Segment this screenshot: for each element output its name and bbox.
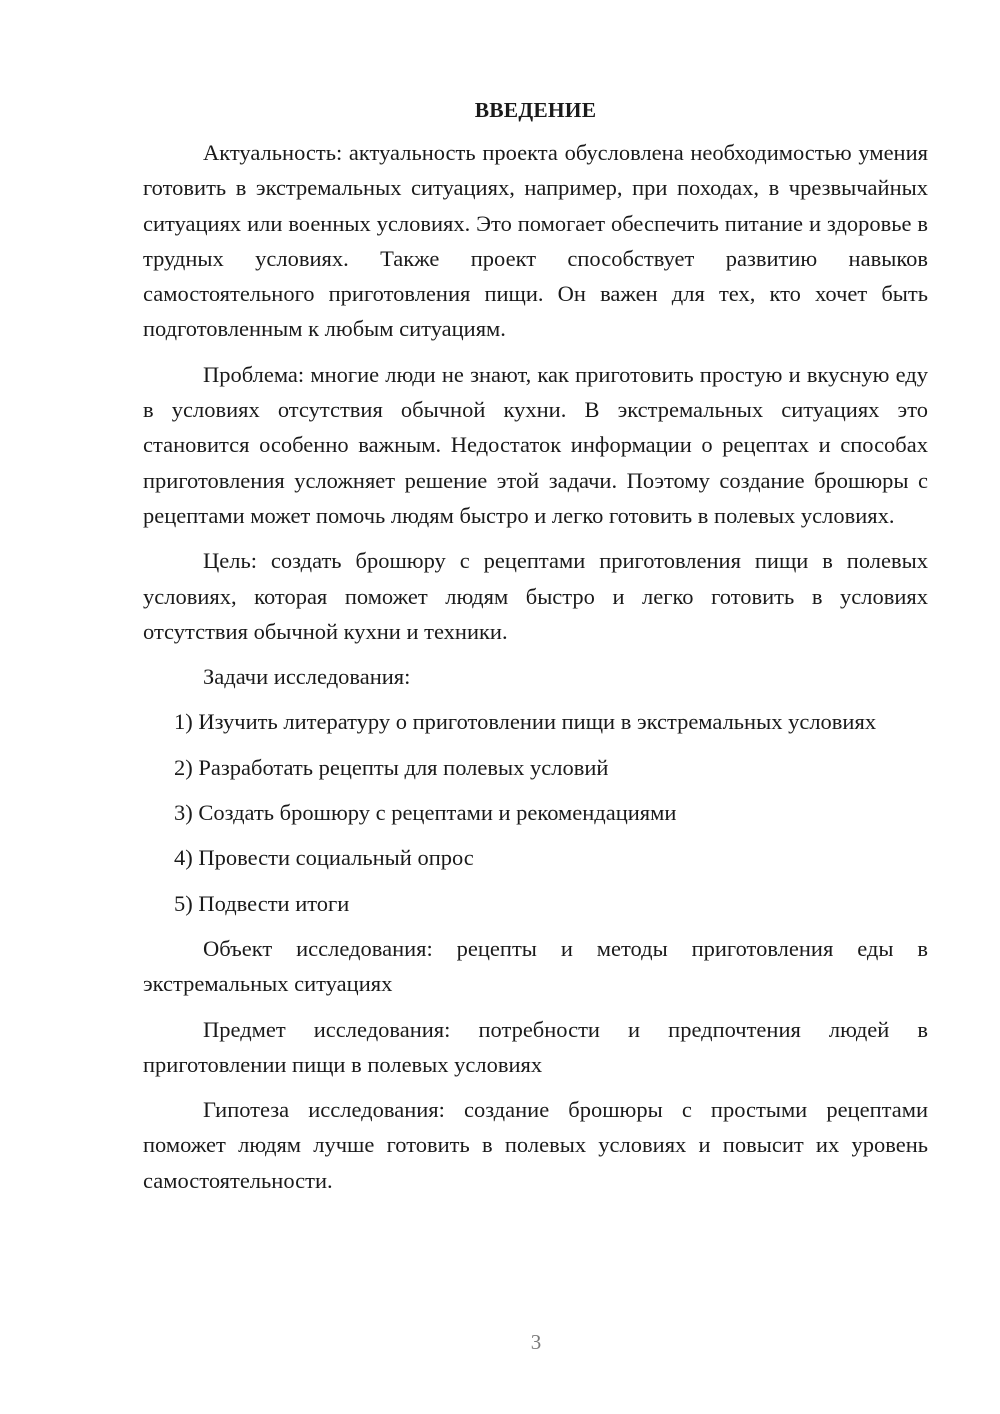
task-item-5: 5) Подвести итоги [174,890,350,916]
tasks-heading: Задачи исследования: [203,664,411,690]
task-item-2: 2) Разработать рецепты для полевых условий [174,754,609,780]
hypothesis-paragraph: Гипотеза исследования: создание брошюры с простыми рецептами поможет людям лучше готовить в полевых условиях и повысит их уровень самостоятельности. [143,1097,928,1193]
task-item-4: 4) Провести социальный опрос [174,845,474,871]
problem-paragraph: Проблема: многие люди не знают, как приготовить простую и вкусную еду в условиях отсутствия обычной кухни. В экстремальных ситуациях это становится особенно важным. Недостаток информации о рецептах и способах приготовления усложняет решение этой задачи. Поэтому создание брошюры с рецептами может помочь людям быстро и легко готовить в полевых условиях. [143,361,928,528]
task-item-1: 1) Изучить литературу о приготовлении пищи в экстремальных условиях [174,709,877,735]
task-item-3: 3) Создать брошюру с рецептами и рекомендациями [174,800,677,826]
goal-paragraph: Цель: создать брошюру с рецептами приготовления пищи в полевых условиях, которая поможет людям быстро и легко готовить в условиях отсутствия обычной кухни и техники. [143,548,928,644]
relevance-paragraph: Актуальность: актуальность проекта обусловлена необходимостью умения готовить в экстремальных ситуациях, например, при походах, в чрезвычайных ситуациях или военных условиях. Это помогает обеспечить питание и здоровье в трудных условиях. Также проект способствует развитию навыков самостоятельного приготовления пищи. Он важен для тех, кто хочет быть подготовленным к любым ситуациям. [143,140,928,342]
page-number: 3 [530,1330,542,1354]
subject-paragraph: Предмет исследования: потребности и предпочтения людей в приготовлении пищи в полевых условиях [143,1016,928,1077]
document-body [143,93,928,1198]
page-title: ВВЕДЕНИЕ [474,98,597,122]
object-paragraph: Объект исследования: рецепты и методы приготовления еды в экстремальных ситуациях [143,935,928,997]
